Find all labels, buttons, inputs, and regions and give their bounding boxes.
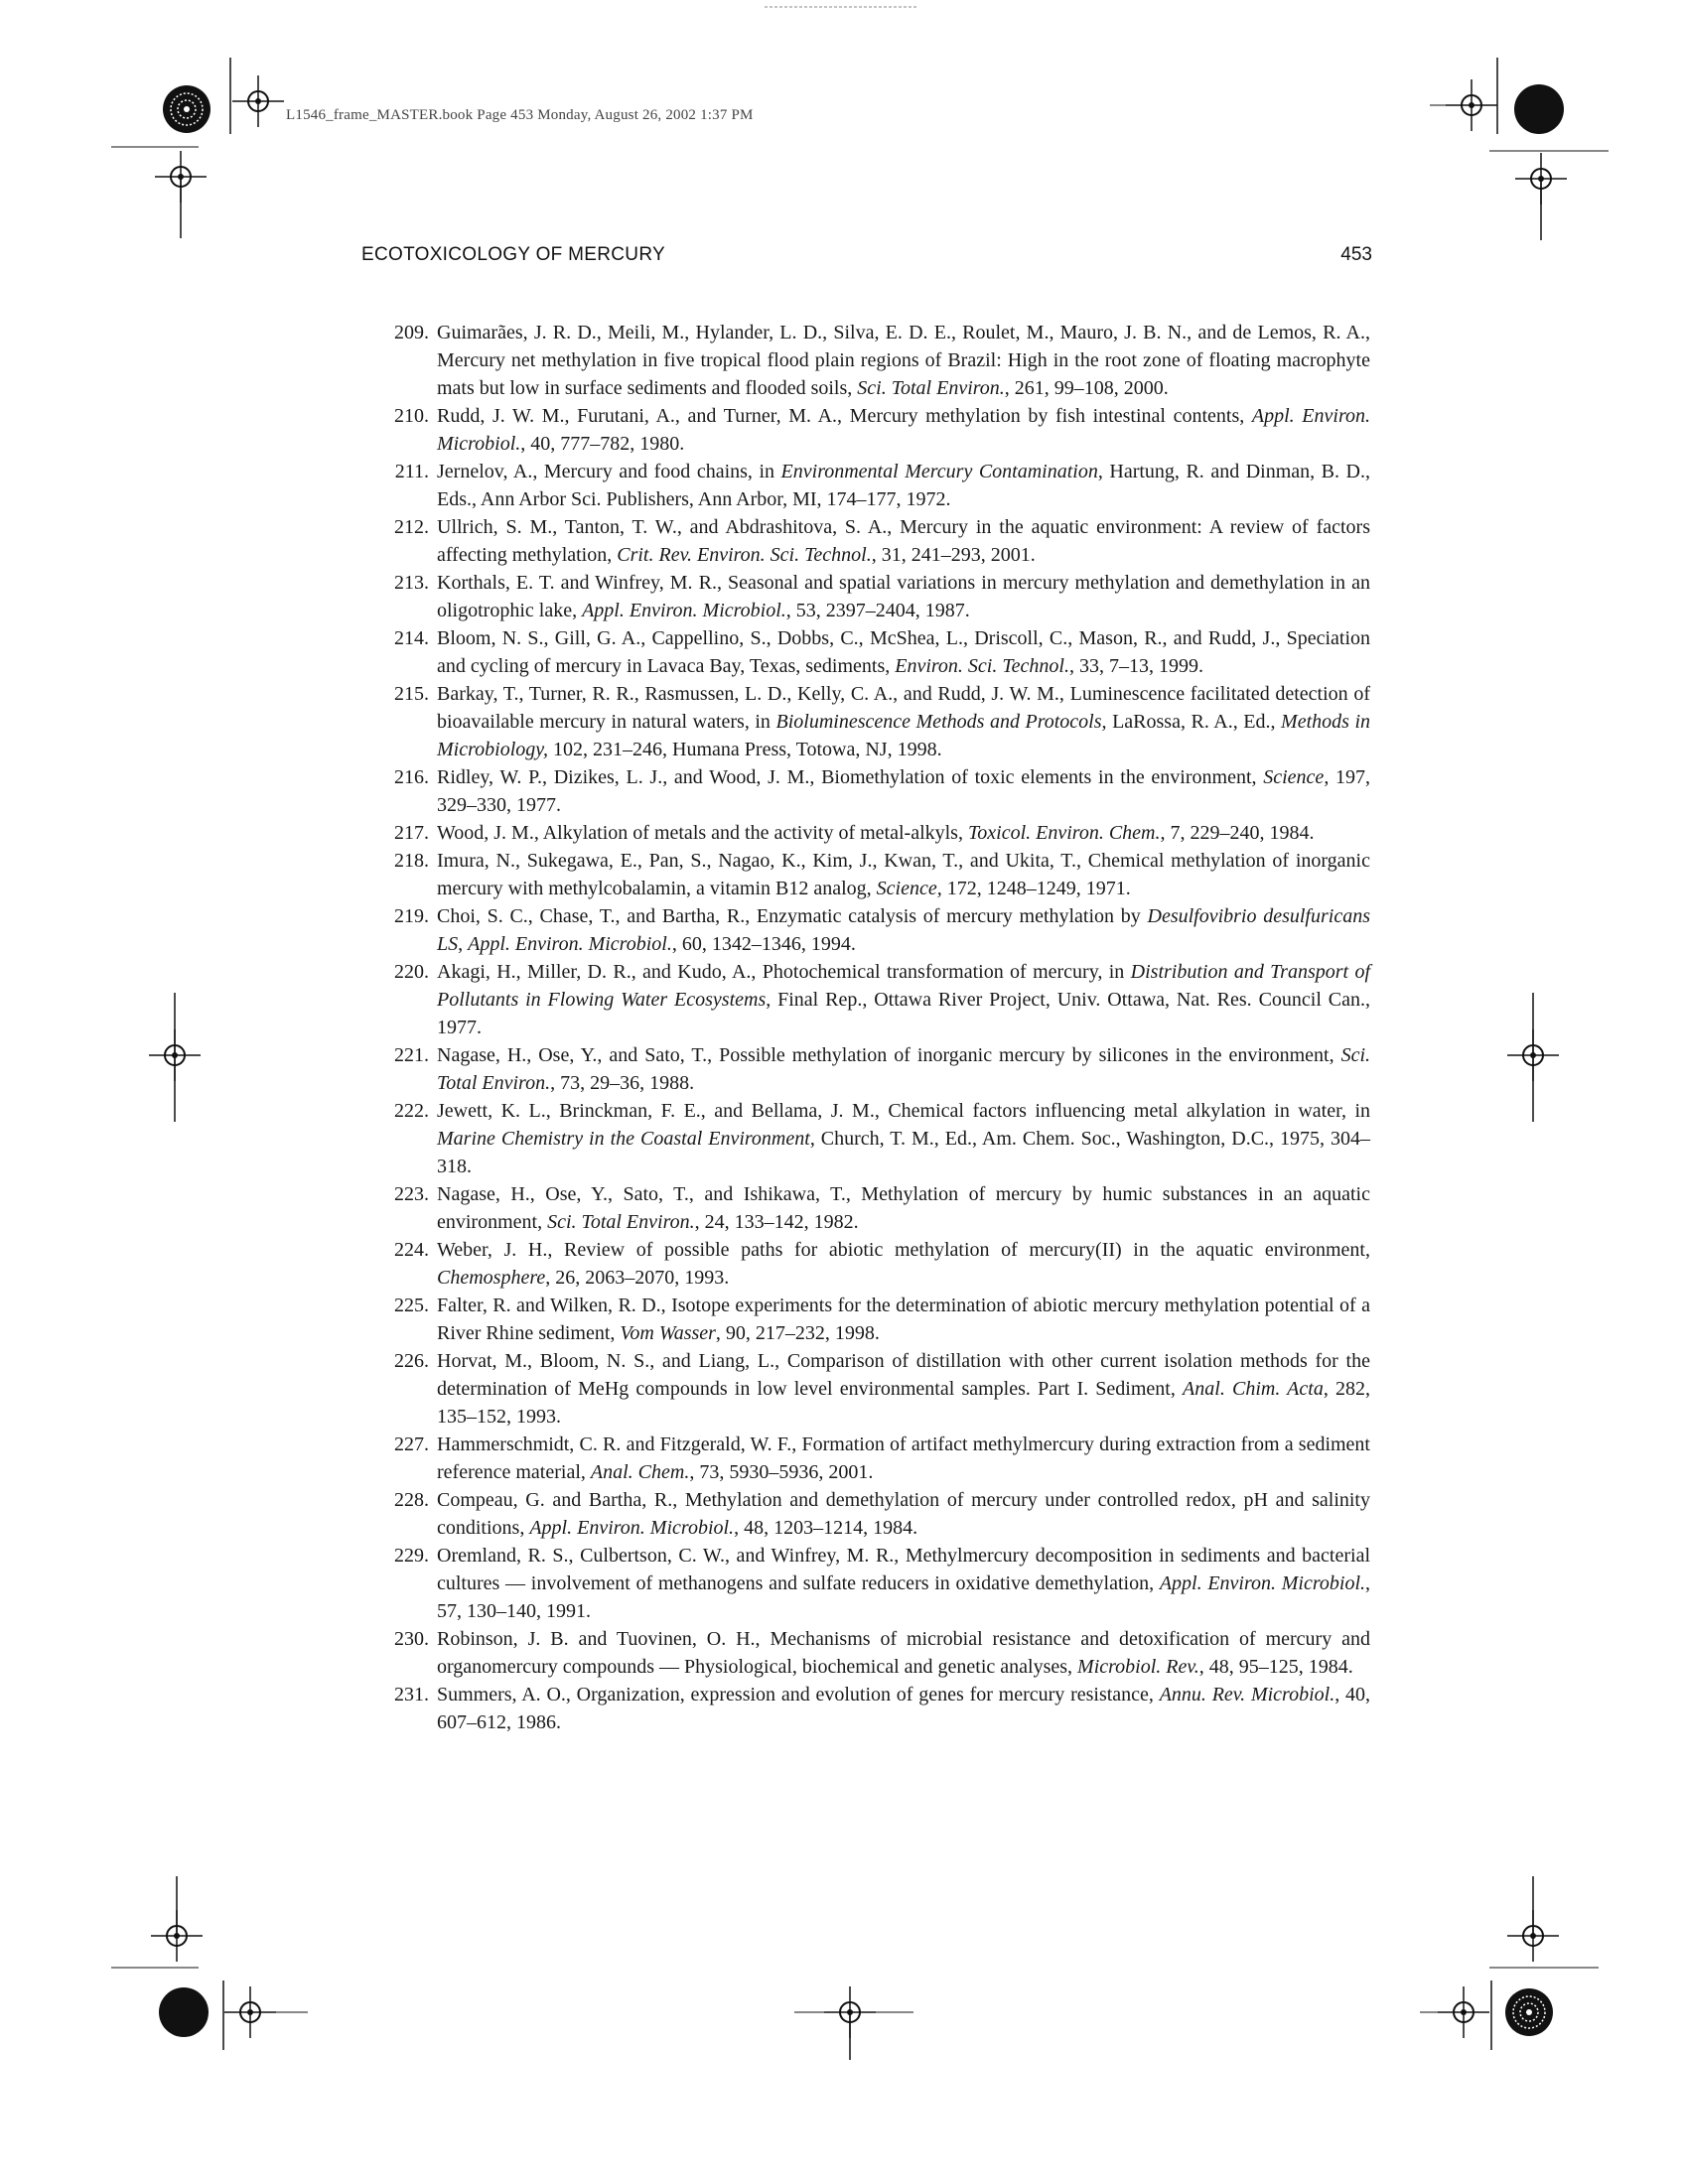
reference-text-segment: Korthals, E. T. and Winfrey, M. R., Seasonal and spatial variations in mercury methylation and demethylation in an oligotrophic lake, — [437, 572, 1370, 621]
reference-text — [437, 1239, 1370, 1289]
reference-number: 215. — [394, 683, 429, 705]
reference-source-italic: Appl. Environ. Microbiol. — [1159, 1572, 1366, 1594]
reference-text — [437, 961, 1370, 1038]
reference-number: 228. — [394, 1489, 429, 1511]
reference-item — [381, 958, 1370, 1041]
reference-text-segment: , 40, 607–612, 1986. — [437, 1684, 1370, 1733]
reference-number: 210. — [394, 405, 429, 427]
reference-text — [437, 850, 1370, 899]
reference-source-italic: Marine Chemistry in the Coastal Environment — [437, 1128, 810, 1150]
reference-text-segment: , 197, 329–330, 1977. — [437, 766, 1371, 816]
reference-item — [381, 1097, 1370, 1180]
reference-text-segment: LaRossa, R. A., Ed., — [1106, 711, 1282, 733]
reference-text-segment: , 282, 135–152, 1993. — [437, 1378, 1371, 1428]
reference-source-italic: Anal. Chem. — [590, 1461, 690, 1483]
reference-text-segment: , 48, 1203–1214, 1984. — [734, 1517, 918, 1539]
reference-text-segment: Summers, A. O., Organization, expression and evolution of genes for mercury resistance, — [437, 1684, 1160, 1706]
reference-text-segment: , Hartung, R. and Dinman, B. D., Eds., Ann Arbor Sci. Publishers, Ann Arbor, MI, 174–177, 1972. — [437, 461, 1370, 510]
reference-number: 213. — [394, 572, 429, 594]
reference-item — [381, 902, 1370, 958]
reference-source-italic: Appl. Environ. Microbiol. — [529, 1517, 735, 1539]
reference-text-segment: Ullrich, S. M., Tanton, T. W., and Abdrashitova, S. A., Mercury in the aquatic environment: A review of factors affecting methylation, — [437, 516, 1370, 566]
reference-text-segment: 102, 231–246, Humana Press, Totowa, NJ, 1998. — [548, 739, 942, 760]
reference-text-segment: Nagase, H., Ose, Y., and Sato, T., Possible methylation of inorganic mercury by silicones in the environment, — [437, 1044, 1341, 1066]
reference-number: 225. — [394, 1295, 429, 1316]
reference-text-segment: Rudd, J. W. M., Furutani, A., and Turner, M. A., Mercury methylation by fish intestinal contents, — [437, 405, 1252, 427]
reference-text-segment: Ridley, W. P., Dizikes, L. J., and Wood, J. M., Biomethylation of toxic elements in the environment, — [437, 766, 1264, 788]
reference-item — [381, 819, 1370, 847]
reference-text-segment: , 60, 1342–1346, 1994. — [671, 933, 856, 955]
print-slug-line: L1546_frame_MASTER.book Page 453 Monday, August 26, 2002 1:37 PM — [286, 107, 754, 123]
reference-item — [381, 1542, 1370, 1625]
reference-item — [381, 763, 1370, 819]
reference-number: 220. — [394, 961, 429, 983]
reference-item — [381, 1431, 1370, 1486]
reference-text-segment: Falter, R. and Wilken, R. D., Isotope experiments for the determination of abiotic mercury methylation potential of a River Rhine sediment, — [437, 1295, 1370, 1344]
reference-text-segment: Akagi, H., Miller, D. R., and Kudo, A., Photochemical transformation of mercury, in — [437, 961, 1131, 983]
reference-text-segment: Compeau, G. and Bartha, R., Methylation and demethylation of mercury under controlled redox, pH and salinity conditions, — [437, 1489, 1370, 1539]
reference-source-italic: Appl. Environ. Microbiol. — [582, 600, 786, 621]
reference-item — [381, 624, 1370, 680]
reference-text-segment: , 73, 5930–5936, 2001. — [689, 1461, 874, 1483]
reference-source-italic: Environmental Mercury Contamination — [780, 461, 1098, 482]
reference-source-italic: Distribution and Transport of Pollutants in Flowing Water Ecosystems — [437, 961, 1370, 1011]
reference-text — [437, 1183, 1370, 1233]
reference-text — [437, 322, 1370, 399]
reference-text — [437, 683, 1370, 760]
reference-number: 217. — [394, 822, 429, 844]
reference-text-segment: Robinson, J. B. and Tuovinen, O. H., Mechanisms of microbial resistance and detoxification of mercury and organomercury compounds — Physiological, biochemical and genetic analyses, — [437, 1628, 1370, 1678]
reference-item — [381, 1180, 1370, 1236]
reference-item — [381, 458, 1370, 513]
reference-text-segment: Jewett, K. L., Brinckman, F. E., and Bellama, J. M., Chemical factors influencing metal alkylation in water, in — [437, 1100, 1370, 1122]
reference-text — [437, 766, 1370, 816]
reference-number: 231. — [394, 1684, 429, 1706]
reference-number: 219. — [394, 905, 429, 927]
reference-text-segment: , 7, 229–240, 1984. — [1160, 822, 1315, 844]
reference-text-segment: , 33, 7–13, 1999. — [1068, 655, 1203, 677]
reference-text-segment: Weber, J. H., Review of possible paths for abiotic methylation of mercury(II) in the aquatic environment, — [437, 1239, 1370, 1261]
reference-text — [437, 1433, 1370, 1483]
reference-text-segment: Wood, J. M., Alkylation of metals and the activity of metal-alkyls, — [437, 822, 968, 844]
reference-text-segment: Bloom, N. S., Gill, G. A., Cappellino, S., Dobbs, C., McShea, L., Driscoll, C., Mason, R., and Rudd, J., Speciation and cycling of mercury in Lavaca Bay, Texas, sediments, — [437, 627, 1370, 677]
reference-number: 227. — [394, 1433, 429, 1455]
reference-text — [437, 822, 1314, 844]
reference-source-italic: Methods in Microbiology, — [437, 711, 1371, 760]
reference-item — [381, 513, 1370, 569]
reference-source-italic: Desulfovibrio desulfuricans LS — [437, 905, 1370, 955]
reference-text-segment: Hammerschmidt, C. R. and Fitzgerald, W. F., Formation of artifact methylmercury during extraction from a sediment reference material, — [437, 1433, 1370, 1483]
reference-number: 226. — [394, 1350, 429, 1372]
reference-item — [381, 402, 1370, 458]
reference-item — [381, 680, 1370, 763]
reference-source-italic: Appl. Environ. Microbiol. — [468, 933, 672, 955]
reference-number: 223. — [394, 1183, 429, 1205]
reference-number: 221. — [394, 1044, 429, 1066]
reference-source-italic: Chemosphere — [437, 1267, 546, 1289]
reference-text — [437, 1044, 1370, 1094]
reference-source-italic: Sci. Total Environ. — [437, 1044, 1370, 1094]
reference-source-italic: Environ. Sci. Technol. — [895, 655, 1069, 677]
reference-text — [437, 905, 1370, 955]
reference-item — [381, 1347, 1370, 1431]
reference-source-italic: Microbiol. Rev. — [1077, 1656, 1199, 1678]
reference-text-segment: Nagase, H., Ose, Y., Sato, T., and Ishikawa, T., Methylation of mercury by humic substances in an aquatic environment, — [437, 1183, 1370, 1233]
reference-source-italic: Toxicol. Environ. Chem. — [967, 822, 1161, 844]
reference-item — [381, 1236, 1370, 1292]
reference-text-segment: , 261, 99–108, 2000. — [1004, 377, 1169, 399]
reference-text-segment: , Church, T. M., Ed., Am. Chem. Soc., Washington, D.C., 1975, 304–318. — [437, 1128, 1371, 1177]
reference-text — [437, 1684, 1370, 1733]
reference-item — [381, 319, 1370, 402]
reference-text-segment: Choi, S. C., Chase, T., and Bartha, R., Enzymatic catalysis of mercury methylation by — [437, 905, 1148, 927]
reference-list — [381, 319, 1370, 1736]
reference-text — [437, 1489, 1370, 1539]
reference-source-italic: Bioluminescence Methods and Protocols, — [775, 711, 1107, 733]
reference-text-segment: Imura, N., Sukegawa, E., Pan, S., Nagao, K., Kim, J., Kwan, T., and Ukita, T., Chemical methylation of inorganic mercury with methylcobalamin, a vitamin B12 analog, — [437, 850, 1370, 899]
reference-item — [381, 1292, 1370, 1347]
reference-text-segment: , 53, 2397–2404, 1987. — [785, 600, 970, 621]
reference-text — [437, 1628, 1370, 1678]
page-number: 453 — [1340, 244, 1372, 265]
reference-text-segment: , 24, 133–142, 1982. — [694, 1211, 859, 1233]
running-head: ECOTOXICOLOGY OF MERCURY — [361, 244, 665, 265]
reference-number: 229. — [394, 1545, 429, 1567]
reference-text-segment: , Final Rep., Ottawa River Project, Univ. Ottawa, Nat. Res. Council Can., 1977. — [437, 989, 1370, 1038]
reference-text — [437, 1100, 1370, 1177]
reference-text-segment: , — [458, 933, 469, 955]
reference-number: 222. — [394, 1100, 429, 1122]
reference-item — [381, 1041, 1370, 1097]
reference-text-segment: Jernelov, A., Mercury and food chains, in — [437, 461, 781, 482]
reference-source-italic: Sci. Total Environ. — [547, 1211, 695, 1233]
reference-source-italic: Annu. Rev. Microbiol. — [1159, 1684, 1335, 1706]
reference-text-segment: , 73, 29–36, 1988. — [550, 1072, 695, 1094]
reference-text — [437, 627, 1370, 677]
reference-text-segment: , 26, 2063–2070, 1993. — [545, 1267, 730, 1289]
reference-text — [437, 405, 1370, 455]
reference-text-segment: Oremland, R. S., Culbertson, C. W., and Winfrey, M. R., Methylmercury decomposition in sediments and bacterial cultures — involvement of methanogens and sulfate reducers in oxidative demethylation, — [437, 1545, 1370, 1594]
reference-source-italic: Anal. Chim. Acta — [1183, 1378, 1324, 1400]
reference-text — [437, 516, 1370, 566]
reference-text-segment: , 48, 95–125, 1984. — [1198, 1656, 1353, 1678]
reference-text — [437, 1295, 1370, 1344]
reference-source-italic: Science — [1263, 766, 1325, 788]
reference-source-italic: Science, — [876, 878, 942, 899]
reference-number: 216. — [394, 766, 429, 788]
reference-item — [381, 1681, 1370, 1736]
reference-text-segment: , 90, 217–232, 1998. — [715, 1322, 880, 1344]
reference-number: 224. — [394, 1239, 429, 1261]
reference-source-italic: Appl. Environ. Microbiol. — [437, 405, 1370, 455]
reference-text — [437, 1545, 1370, 1622]
reference-number: 214. — [394, 627, 429, 649]
reference-text-segment: , 40, 777–782, 1980. — [520, 433, 685, 455]
reference-item — [381, 847, 1370, 902]
reference-text-segment: 172, 1248–1249, 1971. — [941, 878, 1131, 899]
reference-item — [381, 569, 1370, 624]
reference-text-segment: , 57, 130–140, 1991. — [437, 1572, 1371, 1622]
reference-source-italic: Sci. Total Environ. — [857, 377, 1005, 399]
reference-number: 230. — [394, 1628, 429, 1650]
reference-text — [437, 572, 1370, 621]
reference-source-italic: Crit. Rev. Environ. Sci. Technol. — [617, 544, 872, 566]
reference-number: 209. — [394, 322, 429, 343]
reference-text-segment: Guimarães, J. R. D., Meili, M., Hylander, L. D., Silva, E. D. E., Roulet, M., Mauro, J. B. N., and de Lemos, R. A., Mercury net methylation in five tropical flood plain regions of Brazil: High in the root zone of floating macrophyte mats but low in surface sediments and flooded soils, — [437, 322, 1370, 399]
reference-number: 211. — [394, 461, 429, 482]
reference-number: 218. — [394, 850, 429, 872]
reference-text — [437, 1350, 1370, 1428]
reference-text — [437, 461, 1370, 510]
reference-item — [381, 1486, 1370, 1542]
reference-text-segment: Horvat, M., Bloom, N. S., and Liang, L., Comparison of distillation with other current isolation methods for the determination of MeHg compounds in low level environmental samples. Part I. Sediment, — [437, 1350, 1370, 1400]
reference-text-segment: Barkay, T., Turner, R. R., Rasmussen, L. D., Kelly, C. A., and Rudd, J. W. M., Luminescence facilitated detection of bioavailable mercury in natural waters, in — [437, 683, 1370, 733]
reference-number: 212. — [394, 516, 429, 538]
reference-source-italic: Vom Wasser — [620, 1322, 716, 1344]
reference-item — [381, 1625, 1370, 1681]
reference-text-segment: , 31, 241–293, 2001. — [871, 544, 1036, 566]
